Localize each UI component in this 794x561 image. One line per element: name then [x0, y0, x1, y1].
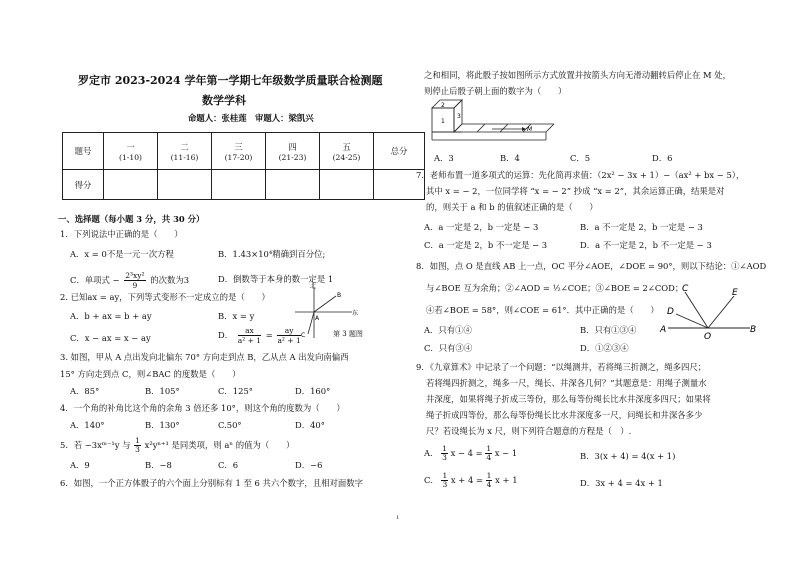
point-c-label: C — [301, 332, 306, 339]
point-o-label: O — [704, 332, 712, 342]
q3-line2: 15° 方向走到点 C，则∠BAC 的度数是（ ） — [60, 369, 241, 379]
q3-option-a[interactable]: A．85° — [70, 386, 100, 396]
point-a-label: A — [315, 315, 320, 322]
subject-title: 数学学科 — [202, 94, 246, 107]
q2-option-a[interactable]: A．b + ax = b + ay — [70, 311, 152, 321]
q1-option-d[interactable]: D．倒数等于本身的数一定是 1 — [218, 274, 334, 284]
east-label: 东 — [352, 310, 359, 317]
q1-option-c[interactable]: C．单项式 − $\frac{\text{2³xy²}}{9}$ 的次数为3 — [70, 271, 190, 290]
q8-option-b[interactable]: B．只有①③④ — [580, 325, 637, 335]
q5-option-b[interactable]: B．−8 — [145, 460, 172, 470]
q2-option-d[interactable]: D． $\frac{ax}{\text{a² + 1}}$ = $\frac{ay}{\text{a² + 1}}$ — [218, 326, 301, 345]
q7-option-a[interactable]: A．a 一定是 2，b 一定是 − 3 — [424, 222, 539, 232]
score-table-section: 一 (1-10) — [104, 133, 158, 170]
q9-line1: 9．《九章算术》中记录了一个问题：“以绳测井，若将绳三折测之，绳多四尺； — [416, 362, 707, 372]
q6-option-a[interactable]: A．3 — [434, 153, 454, 163]
score-table-row-label: 题号 — [63, 133, 104, 170]
score-cell[interactable] — [212, 170, 266, 200]
q4-option-a[interactable]: A．140° — [70, 420, 105, 430]
q3-figure-caption: 第 3 题图 — [333, 330, 363, 338]
q1-option-b[interactable]: B．1.43×10⁴精确到百分位; — [218, 249, 326, 259]
q4-option-d[interactable]: D．40° — [295, 420, 325, 430]
score-cell[interactable] — [104, 170, 158, 200]
point-d-label: D — [667, 307, 674, 317]
q9-line4: 绳子折成四等份，那么每等份绳长比水井深度多一尺，问绳长和井深各多少 — [426, 410, 703, 420]
q5-option-d[interactable]: D．−6 — [295, 460, 323, 470]
q3-line1: 3. 如图，甲从 A 点出发向北偏东 70° 方向走到点 B，乙从点 A 出发向南偏西 — [60, 352, 349, 362]
q9-option-d[interactable]: D．3x + 4 = 4x + 1 — [580, 478, 663, 488]
score-table-section: 二 (11-16) — [158, 133, 212, 170]
score-cell[interactable] — [266, 170, 320, 200]
q8-line1: 8．如图，点 O 是直线 AB 上一点，OC 平分∠AOE，∠DOE = 90°，则以下结论：①∠AOD — [416, 261, 767, 271]
north-label: 北 — [310, 283, 317, 290]
q2-option-b[interactable]: B．x = y — [218, 311, 255, 321]
ray-ac — [308, 312, 314, 334]
q8-option-a[interactable]: A．只有①④ — [424, 325, 472, 335]
q8-option-c[interactable]: C．只有③④ — [424, 343, 473, 353]
q3-option-b[interactable]: B．105° — [145, 386, 180, 396]
q5-option-a[interactable]: A．9 — [70, 460, 90, 470]
score-cell[interactable] — [320, 170, 374, 200]
q6-option-b[interactable]: B．4 — [500, 153, 520, 163]
q6-line1: 6．如图，一个正方体骰子的六个面上分别标有 1 至 6 共六个数字，且相对面数字 — [60, 478, 364, 488]
q7-line1: 7．老师布置一道多项式的运算：先化简再求值：（2x² − 3x + 1）−（ax² + bx − 5）， — [416, 170, 745, 180]
score-table-section: 四 (21-23) — [266, 133, 320, 170]
q9-option-c[interactable]: C． $\frac{1}{3}$ x + 4 = $\frac{1}{4}$ x + 1 — [424, 471, 518, 489]
q6-line3: 则停止后骰子朝上面的数字为（ ） — [424, 86, 567, 96]
q8-line2: 与∠BOE 互为余角；②∠AOD = ½∠COE；③∠BOE = 2∠COD； — [426, 283, 684, 293]
q1-stem: 1．下列说法中正确的是（ ） — [60, 229, 183, 239]
point-c-label: C — [682, 284, 689, 294]
q8-line3: ④若∠BOE = 58°，则∠COE = 61°．其中正确的是（ ） — [426, 305, 659, 315]
q2-stem: 2. 已知ax = ay，下列等式变形不一定成立的是（ ） — [60, 292, 270, 302]
q5-option-c[interactable]: C．6 — [218, 460, 239, 470]
dice-front-number: 1 — [441, 118, 445, 125]
page-number: 1 — [396, 515, 400, 521]
q2-option-c[interactable]: C．x − ax = x − ay — [70, 333, 151, 343]
q8-option-d[interactable]: D．①②③④ — [580, 343, 629, 353]
point-a-label: A — [660, 325, 667, 335]
point-m-label: M — [527, 126, 533, 133]
q6-option-d[interactable]: D．6 — [652, 153, 673, 163]
score-cell[interactable] — [158, 170, 212, 200]
section1-heading: 一、选择题（每小题 3 分，共 30 分） — [58, 214, 205, 224]
score-table-section: 五 (24-25) — [320, 133, 374, 170]
q9-line5: 尺？若设绳长为 x 尺，则下列符合题意的方程是（ ）. — [426, 426, 632, 436]
q4-option-c[interactable]: C.50° — [218, 420, 242, 430]
q8-angle-figure — [658, 280, 766, 342]
point-b-label: B — [750, 325, 757, 335]
q9-option-b[interactable]: B．3(x + 4) = 4(x + 1) — [580, 451, 676, 461]
q9-option-a[interactable]: A． $\frac{1}{3}$ x − 4 = $\frac{1}{4}$ x − 1 — [424, 444, 518, 462]
dice-side-number: 3 — [457, 113, 461, 120]
q7-option-d[interactable]: D．a 不一定是 2，b 不一定是 − 3 — [580, 240, 712, 250]
ray-oe — [708, 296, 734, 328]
q4-stem: 4．一个角的补角比这个角的余角 3 倍还多 10°，则这个角的度数为（ ） — [60, 403, 345, 413]
q6-dice-figure — [426, 98, 561, 146]
ray-ab — [314, 296, 336, 312]
score-table — [62, 132, 425, 200]
q3-option-d[interactable]: D．160° — [295, 386, 331, 396]
exam-title: 罗定市 2023-2024 学年第一学期七年级数学质量联合检测题 — [78, 74, 383, 87]
q4-option-b[interactable]: B．130° — [145, 420, 180, 430]
authors-line: 命题人：张桂莲 审题人：梁凯兴 — [188, 113, 314, 123]
q6-option-c[interactable]: C．5 — [570, 153, 591, 163]
q7-line3: 的，则关于 a 和 b 的值叙述正确的是（ ） — [426, 202, 598, 212]
q1-option-a[interactable]: A．x = 0不是一元一次方程 — [70, 249, 174, 259]
score-table-section: 三 (17-20) — [212, 133, 266, 170]
q9-line3: 井深度，如果将绳子折成三等份，那么每等份绳长比水井深度多四尺；如果将 — [426, 394, 711, 404]
q5-stem: 5．若 −3xᵐ⁻¹y 与 $\frac{1}{3}$ x²yⁿ⁺¹ 是同类项，则 aⁿ 的值为（ ） — [60, 436, 295, 454]
q9-line2: 若将绳四折测之，绳多一尺，绳长、井深各几何？”其题意是：用绳子测量水 — [426, 378, 707, 388]
q7-line2: 其中 x = − 2，一位同学将 “x = − 2” 抄成 “x = 2”，其余运算正确，结果是对 — [426, 186, 725, 196]
point-b-label: B — [337, 292, 342, 299]
q7-option-b[interactable]: B．a 不一定是 2，b 一定是 − 3 — [580, 222, 703, 232]
q7-option-c[interactable]: C．a 一定是 2，b 不一定是 − 3 — [424, 240, 548, 250]
dice-top-number: 2 — [441, 102, 445, 109]
q6-line2: 之和相同，将此骰子按如图所示方式放置并按箭头方向无滑动翻转后停止在 M 处， — [424, 70, 732, 80]
score-table-total-label: 总分 — [374, 133, 425, 170]
score-table-row-label: 得分 — [63, 170, 104, 200]
q3-option-c[interactable]: C．125° — [218, 386, 253, 396]
point-e-label: E — [732, 288, 738, 298]
